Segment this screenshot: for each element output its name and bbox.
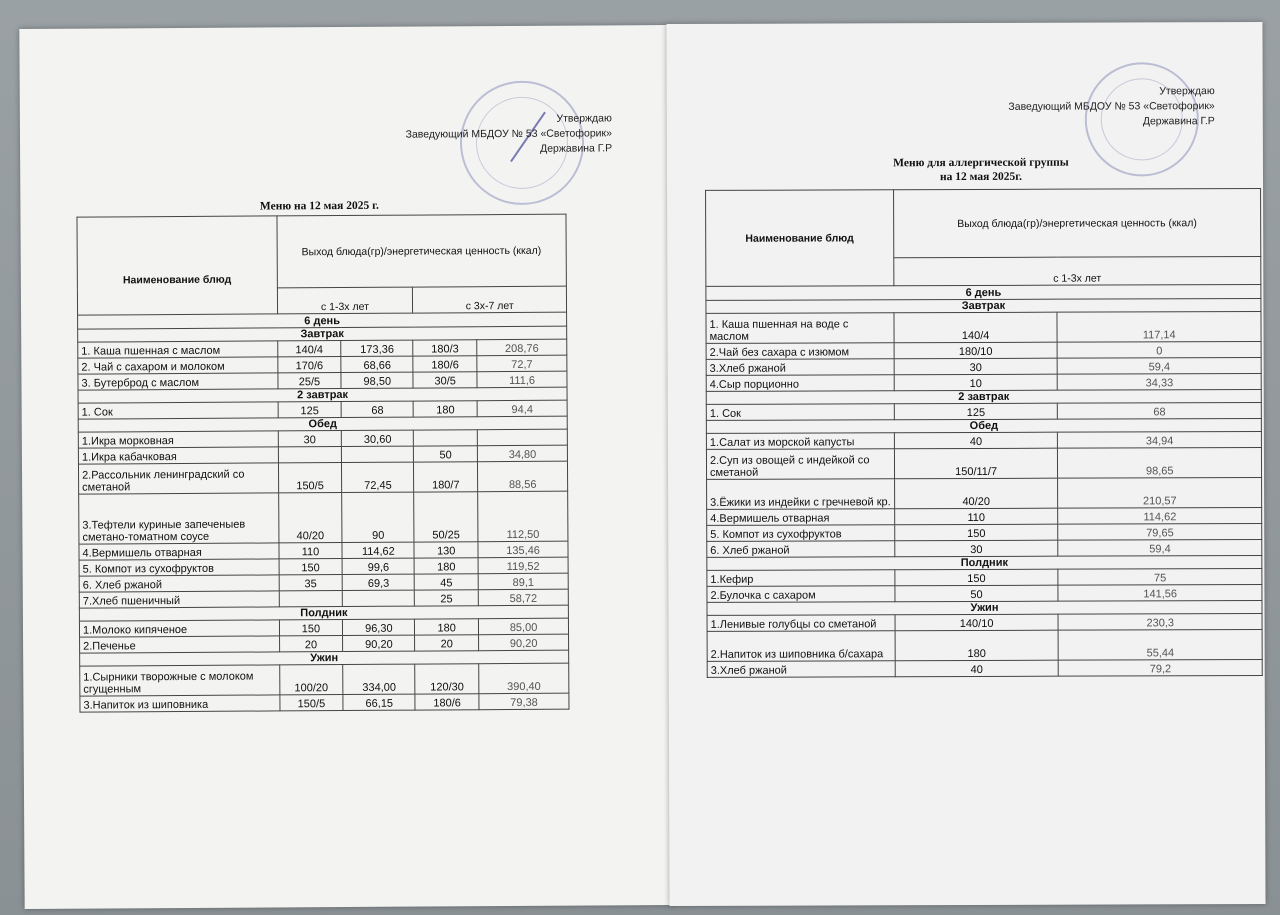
dish-name: 3.Хлеб ржаной xyxy=(707,661,895,678)
table-row xyxy=(706,402,1261,420)
energy-cell: 79,38 xyxy=(479,693,569,710)
dish-name: 1.Ленивые голубцы со сметаной xyxy=(707,615,895,632)
portion-cell: 150/5 xyxy=(279,695,343,711)
approval-block xyxy=(967,84,1215,130)
age-group-1: с 1-3х лет xyxy=(277,287,413,314)
energy-cell: 210,57 xyxy=(1058,477,1262,508)
portion-cell xyxy=(414,430,478,446)
table-row xyxy=(706,447,1261,479)
dish-name: 2.Печенье xyxy=(80,636,280,653)
table-row xyxy=(707,584,1262,602)
energy-cell: 98,65 xyxy=(1058,447,1262,478)
energy-cell: 208,76 xyxy=(477,339,567,356)
energy-cell: 68 xyxy=(342,401,414,417)
portion-cell: 30 xyxy=(894,540,1058,557)
table-row xyxy=(707,523,1262,541)
energy-cell: 30,60 xyxy=(342,430,414,446)
energy-cell: 334,00 xyxy=(343,664,415,694)
dish-name: 2. Чай с сахаром и молоком xyxy=(78,357,278,374)
dish-name: 2.Суп из овощей с индейкой со сметаной xyxy=(706,449,894,480)
table-row xyxy=(706,357,1261,375)
energy-cell: 34,94 xyxy=(1058,431,1262,448)
energy-cell: 114,62 xyxy=(1058,507,1262,524)
dish-name: 6. Хлеб ржаной xyxy=(707,541,895,558)
portion-cell: 150/5 xyxy=(278,463,342,493)
portion-cell: 30 xyxy=(278,431,342,447)
energy-cell: 66,15 xyxy=(343,694,415,710)
energy-cell: 85,00 xyxy=(479,618,569,635)
portion-cell: 125 xyxy=(278,402,342,418)
section-title: Полдник xyxy=(79,605,568,621)
dish-name: 1. Сок xyxy=(78,402,278,419)
menu-title xyxy=(701,155,1261,185)
portion-cell: 40/20 xyxy=(278,493,342,543)
portion-cell: 25/5 xyxy=(277,373,341,389)
dish-name: 1.Кефир xyxy=(707,570,895,587)
approval-line: Державина Г.Р xyxy=(1142,115,1215,128)
table-row xyxy=(707,507,1262,525)
menu-sheet-allergy xyxy=(666,22,1265,906)
portion-cell: 40 xyxy=(894,432,1058,449)
column-header-name: Наименование блюд xyxy=(706,190,894,287)
dish-name: 3.Тефтели куриные запеченыев сметано-томатном соусе xyxy=(79,493,279,544)
section-title: Завтрак xyxy=(78,326,567,342)
portion-cell: 30 xyxy=(894,358,1058,375)
portion-cell xyxy=(279,591,343,607)
energy-cell: 112,50 xyxy=(478,491,568,542)
dish-name: 1. Каша пшенная на воде с маслом xyxy=(706,313,894,344)
approval-line: Утверждаю xyxy=(1159,85,1215,98)
energy-cell: 94,4 xyxy=(477,400,567,417)
day-label: 6 день xyxy=(78,312,567,329)
portion-cell: 130 xyxy=(414,542,478,558)
energy-cell: 117,14 xyxy=(1057,311,1261,342)
section-title: 2 завтрак xyxy=(706,389,1261,404)
portion-cell: 150/11/7 xyxy=(894,448,1058,479)
energy-cell: 79,65 xyxy=(1058,523,1262,540)
energy-cell: 59,4 xyxy=(1058,539,1262,556)
energy-cell: 119,52 xyxy=(478,557,568,574)
portion-cell: 180 xyxy=(414,558,478,574)
dish-name: 1.Сырники творожные с молоком сгущенным xyxy=(80,665,280,696)
energy-cell: 75 xyxy=(1058,568,1262,585)
portion-cell: 180 xyxy=(413,401,477,417)
dish-name: 5. Компот из сухофруктов xyxy=(79,559,279,576)
energy-cell: 135,46 xyxy=(478,541,568,558)
menu-table xyxy=(76,214,569,713)
section-title: 2 завтрак xyxy=(78,387,567,403)
portion-cell: 170/6 xyxy=(277,357,341,373)
energy-cell: 390,40 xyxy=(479,663,569,694)
portion-cell: 50 xyxy=(414,446,478,462)
section-title: Обед xyxy=(706,418,1261,433)
energy-cell: 34,33 xyxy=(1058,373,1262,390)
energy-cell xyxy=(477,429,567,446)
dish-name: 3.Ёжики из индейки с гречневой кр. xyxy=(707,479,895,510)
table-row xyxy=(79,491,568,544)
table-row xyxy=(706,341,1261,359)
portion-cell: 140/4 xyxy=(894,312,1058,343)
energy-cell: 79,2 xyxy=(1059,659,1263,676)
portion-cell: 100/20 xyxy=(279,665,343,695)
portion-cell: 180/6 xyxy=(413,356,477,372)
menu-title: Меню на 12 мая 2025 г. xyxy=(259,199,379,213)
portion-cell: 30/5 xyxy=(413,372,477,388)
portion-cell: 140/10 xyxy=(895,614,1059,631)
dish-name: 4.Вермишель отварная xyxy=(79,543,279,560)
portion-cell: 125 xyxy=(894,403,1058,420)
portion-cell: 180/10 xyxy=(894,342,1058,359)
table-row xyxy=(706,311,1261,343)
dish-name: 1.Молоко кипяченое xyxy=(79,620,279,637)
approval-line: Державина Г.Р xyxy=(540,142,613,155)
energy-cell: 69,3 xyxy=(343,574,415,590)
energy-cell xyxy=(342,446,414,462)
portion-cell: 35 xyxy=(279,575,343,591)
dish-name: 2.Булочка с сахаром xyxy=(707,586,895,603)
portion-cell: 10 xyxy=(894,374,1058,391)
menu-title-line: Меню для аллергической группы xyxy=(893,156,1069,170)
energy-cell xyxy=(343,590,415,606)
portion-cell: 120/30 xyxy=(415,664,479,694)
portion-cell: 110 xyxy=(894,508,1058,525)
energy-cell: 68 xyxy=(1058,402,1262,419)
portion-cell: 20 xyxy=(279,636,343,652)
dish-name: 2.Чай без сахара с изюмом xyxy=(706,343,894,360)
dish-name: 1. Сок xyxy=(706,404,894,421)
portion-cell: 110 xyxy=(278,543,342,559)
table-row xyxy=(706,431,1261,449)
dish-name: 3.Хлеб ржаной xyxy=(706,359,894,376)
dish-name: 2.Напиток из шиповника б/сахара xyxy=(707,631,895,662)
portion-cell: 50/25 xyxy=(414,492,478,542)
energy-cell: 90,20 xyxy=(343,635,415,651)
dish-name: 6. Хлеб ржаной xyxy=(79,575,279,592)
section-title: Завтрак xyxy=(706,298,1261,313)
dish-name: 2.Рассольник ленинградский со сметаной xyxy=(78,463,278,494)
menu-sheet-main xyxy=(19,25,672,909)
portion-cell: 150 xyxy=(279,620,343,636)
menu-title-line: на 12 мая 2025г. xyxy=(939,170,1023,184)
portion-cell xyxy=(278,447,342,463)
portion-cell: 180/6 xyxy=(415,694,479,710)
table-row xyxy=(707,613,1262,631)
dish-name: 5. Компот из сухофруктов xyxy=(707,525,895,542)
energy-cell: 68,66 xyxy=(341,356,413,372)
table-row xyxy=(78,461,567,494)
portion-cell: 40 xyxy=(895,660,1059,677)
energy-cell: 96,30 xyxy=(343,619,415,635)
dish-name: 1.Салат из морской капусты xyxy=(706,433,894,450)
portion-cell: 25 xyxy=(415,590,479,606)
approval-line: Заведующий МБДОУ № 53 «Светофорик» xyxy=(1008,100,1215,113)
energy-cell: 58,72 xyxy=(478,589,568,606)
portion-cell: 180/3 xyxy=(413,340,477,356)
energy-cell: 98,50 xyxy=(341,372,413,388)
dish-name: 3.Напиток из шиповника xyxy=(80,695,280,712)
column-header-name: Наименование блюд xyxy=(77,216,277,315)
energy-cell: 173,36 xyxy=(341,340,413,356)
energy-cell: 111,6 xyxy=(477,371,567,388)
section-title: Полдник xyxy=(707,555,1262,570)
dish-name: 1. Каша пшенная с маслом xyxy=(78,341,278,358)
portion-cell: 50 xyxy=(895,585,1059,602)
table-row xyxy=(707,659,1262,677)
portion-cell: 45 xyxy=(414,574,478,590)
energy-cell: 88,56 xyxy=(478,461,568,492)
portion-cell: 20 xyxy=(415,635,479,651)
energy-cell: 90 xyxy=(342,492,414,542)
portion-cell: 140/4 xyxy=(277,341,341,357)
dish-name: 4.Вермишель отварная xyxy=(707,509,895,526)
section-title: Ужин xyxy=(80,650,569,666)
portion-cell: 150 xyxy=(279,559,343,575)
table-row xyxy=(707,477,1262,509)
age-group-2: с 3х-7 лет xyxy=(413,286,567,313)
table-row xyxy=(80,663,569,696)
table-row xyxy=(707,539,1262,557)
dish-name: 7.Хлеб пшеничный xyxy=(79,591,279,608)
portion-cell: 180 xyxy=(415,619,479,635)
approval-block xyxy=(350,111,612,158)
section-title: Ужин xyxy=(707,600,1262,615)
section-title: Обед xyxy=(78,416,567,432)
column-header-output: Выход блюда(гр)/энергетическая ценность (ккал) xyxy=(893,188,1261,257)
energy-cell: 55,44 xyxy=(1058,629,1262,660)
energy-cell: 89,1 xyxy=(478,573,568,590)
column-header-output: Выход блюда(гр)/энергетическая ценность (ккал) xyxy=(276,214,566,288)
dish-name: 1.Икра кабачковая xyxy=(78,447,278,464)
day-label: 6 день xyxy=(706,284,1261,300)
table-row xyxy=(80,693,569,712)
energy-cell: 0 xyxy=(1057,341,1261,358)
dish-name: 1.Икра морковная xyxy=(78,431,278,448)
table-row xyxy=(706,373,1261,391)
portion-cell: 150 xyxy=(895,569,1059,586)
approval-line: Заведующий МБДОУ № 53 «Светофорик» xyxy=(405,127,613,141)
dish-name: 4.Сыр порционно xyxy=(706,375,894,392)
menu-table xyxy=(705,188,1263,678)
portion-cell: 180 xyxy=(895,630,1059,661)
energy-cell: 230,3 xyxy=(1058,613,1262,630)
energy-cell: 114,62 xyxy=(342,542,414,558)
portion-cell: 40/20 xyxy=(894,478,1058,509)
dish-name: 3. Бутерброд с маслом xyxy=(78,373,278,390)
energy-cell: 72,7 xyxy=(477,355,567,372)
portion-cell: 150 xyxy=(894,524,1058,541)
approval-line: Утверждаю xyxy=(556,112,612,125)
energy-cell: 59,4 xyxy=(1058,357,1262,374)
table-row xyxy=(707,629,1262,661)
table-row xyxy=(707,568,1262,586)
energy-cell: 99,6 xyxy=(342,558,414,574)
energy-cell: 72,45 xyxy=(342,462,414,492)
energy-cell: 90,20 xyxy=(479,634,569,651)
energy-cell: 34,80 xyxy=(478,445,568,462)
portion-cell: 180/7 xyxy=(414,462,478,492)
energy-cell: 141,56 xyxy=(1058,584,1262,601)
age-group-1: с 1-3х лет xyxy=(893,256,1260,285)
